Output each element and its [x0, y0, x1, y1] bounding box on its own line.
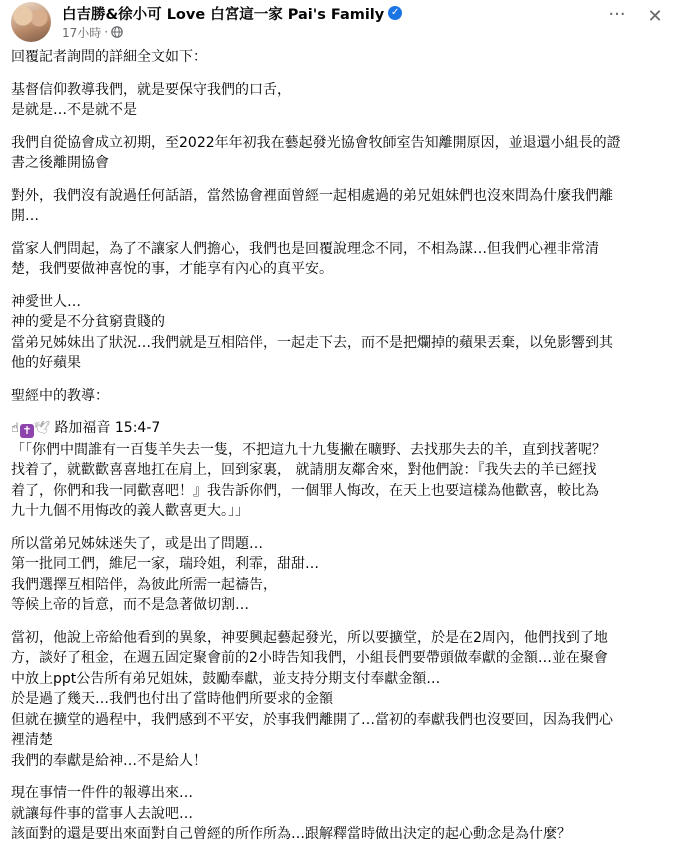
meta-separator: ·: [104, 25, 109, 39]
post-paragraph: [11, 386, 661, 407]
post-text-line: 該面對的還是要出來面對自己曾經的所作所為…跟解釋當時做出決定的起心動念是為什麼？: [11, 826, 571, 842]
post-paragraph: [11, 47, 661, 68]
post-text-line: 方，談好了租金，在週五固定聚會前的2小時告知我們，小組長們要帶頭做奉獻的金額…並在聚會: [11, 650, 608, 666]
dove-emoji-icon: 🕊: [33, 421, 51, 436]
post-text-line: 是就是…不是就不是: [11, 102, 137, 118]
post-text-line: 聖經中的教導：: [11, 387, 109, 404]
post-paragraph: [11, 133, 661, 174]
post-text-line: 神的愛是不分貧窮貴賤的: [11, 314, 165, 330]
post-text-line: 回覆記者詢問的詳細全文如下：: [11, 49, 207, 65]
post-text-line: 於是過了幾天…我們也付出了當時他們所要求的金額: [11, 691, 333, 707]
post-text-line: 但就在擴堂的過程中，我們感到不平安，於事我們離開了…當初的奉獻我們也沒要回，因為我們心: [11, 711, 613, 728]
post-paragraph: [11, 239, 661, 280]
post-text-line: 第一批同工們，維尼一家，瑞玲姐，利霏，甜甜…: [11, 556, 319, 572]
verified-badge-icon: ✓: [388, 6, 402, 20]
post-text-line: 書之後離開協會: [11, 155, 109, 171]
post-paragraph: [11, 628, 661, 772]
post-body: [11, 47, 661, 857]
cross-emoji-icon: ✝: [20, 424, 34, 438]
scripture-reference: 路加福音 15:4-7: [54, 420, 161, 436]
pointing-hand-emoji-icon: ☝: [11, 421, 19, 436]
post-paragraph: [11, 292, 661, 374]
avatar[interactable]: [11, 2, 51, 42]
post-text-line: 當初，他說上帝給他看到的異象，神要興起藝起發光，所以要擴堂，於是在2周內，他們找到了地: [11, 629, 608, 646]
post-text-line: 找着了，就歡歡喜喜地扛在肩上，回到家裏， 就請朋友鄰舍來，對他們說：『我失去的羊已經找: [11, 462, 597, 478]
post-text-line: 基督信仰教導我們，就是要保守我們的口舌，: [11, 81, 291, 98]
post-text-line: 所以當弟兄姊妹迷失了，或是出了問題…: [11, 535, 263, 552]
post-text-line: 當弟兄姊妹出了狀況…我們就是互相陪伴，一起走下去，而不是把爛掉的蘋果丟棄，以免影響到其: [11, 334, 613, 351]
post-text-line: 我們自從協會成立初期，至2022年年初我在藝起發光協會牧師室告知離開原因，並退還小組長的證: [11, 134, 621, 151]
post-text-line: 楚，我們要做神喜悅的事，才能享有內心的真平安。: [11, 261, 333, 277]
post-header: [11, 2, 667, 42]
post-text-line: 中放上ppt公告所有弟兄姐妹，鼓勵奉獻，並支持分期支付奉獻金額…: [11, 670, 441, 687]
post-text-line: [11, 418, 661, 440]
post-paragraph: [11, 534, 661, 616]
post-paragraph: [11, 186, 661, 227]
post-text-line: 九十九個不用悔改的義人歡喜更大。」」: [11, 503, 249, 519]
post-text-line: 裡清楚: [11, 732, 53, 748]
post-text-line: 當家人們問起，為了不讓家人們擔心，我們也是回覆說理念不同，不相為謀…但我們心裡非常清: [11, 240, 599, 257]
post-text-line: 開…: [11, 208, 39, 224]
post-meta: [62, 24, 123, 40]
post-text-line: 神愛世人…: [11, 293, 81, 310]
post-text-line: 「「你們中間誰有一百隻羊失去一隻，不把這九十九隻撇在曠野、去找那失去的羊，直到找著呢？: [11, 441, 606, 458]
author-name[interactable]: 白吉勝&徐小可 Love 白宮這一家 Pai's Family: [62, 6, 385, 23]
author-line: [62, 3, 402, 23]
post-text-line: 就讓每件事的當事人去說吧…: [11, 805, 193, 822]
post-text-line: 現在事情一件件的報導出來…: [11, 785, 193, 801]
post-paragraph: [11, 80, 661, 121]
post-text-line: 他的好蘋果: [11, 355, 81, 371]
post-text-line: 等候上帝的旨意，而不是急著做切割…: [11, 597, 249, 613]
post-time[interactable]: 17小時: [62, 25, 102, 40]
post-text-line: 對外，我們沒有說過任何話語，當然協會裡面曾經一起相處過的弟兄姐妹們也沒來問為什麼我們離: [11, 187, 613, 204]
post-text-line: 我們選擇互相陪伴，為彼此所需一起禱告，: [11, 576, 277, 593]
post-paragraph: [11, 418, 661, 522]
more-options-icon[interactable]: ···: [608, 4, 626, 25]
close-icon[interactable]: ✕: [647, 6, 663, 27]
post-paragraph: [11, 783, 661, 845]
post-text-line: 我們的奉獻是給神…不是給人！: [11, 752, 207, 769]
post-text-line: 着了，你們和我一同歡喜吧！』我告訴你們，一個罪人悔改，在天上也要這樣為他歡喜，較比為: [11, 482, 599, 499]
globe-icon: [111, 26, 123, 38]
